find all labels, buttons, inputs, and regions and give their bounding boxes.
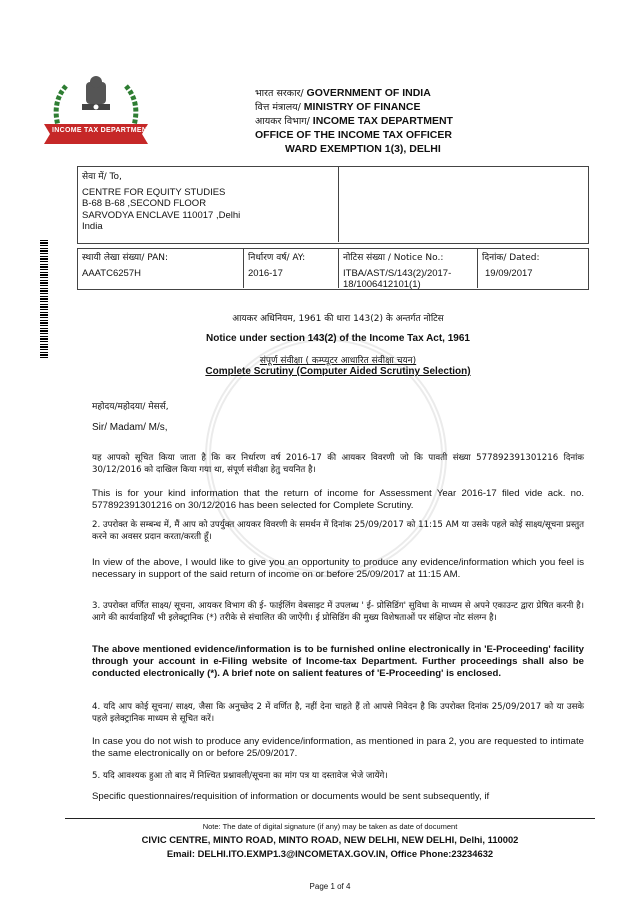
ay-value: 2016-17 — [248, 267, 283, 279]
scrutiny-title-hi: संपूर्ण संवीक्षा ( कम्प्यूटर आधारित संवीक्षा चयन) — [259, 356, 417, 366]
barcode — [40, 240, 48, 358]
para-1-hi: यह आपको सूचित किया जाता है कि कर निर्धारण वर्ष 2016-17 की आयकर विवरणी जो कि पावती संख्या 577892391301216 दिनांक 30/12/2016 को दाखिल किया गया था, संपूर्ण संवीक्षा हेतु चयनित है। — [92, 453, 584, 475]
addressee-line4: India — [82, 221, 103, 232]
notice-title-en: Notice under section 143(2) of the Income Tax Act, 1961 — [206, 333, 470, 344]
income-tax-logo — [36, 72, 156, 152]
header-ministry-en: MINISTRY OF FINANCE — [303, 101, 421, 113]
page-number: Page 1 of 4 — [309, 882, 351, 891]
pan-value: AAATC6257H — [82, 267, 141, 279]
header-line-dept — [255, 115, 453, 128]
pan-label: स्थायी लेखा संख्या/ PAN: — [82, 253, 169, 263]
notice-label: नोटिस संख्या / Notice No.: — [343, 253, 444, 263]
header-govt-hi: भारत सरकार/ — [255, 88, 304, 99]
para-4-en: In case you do not wish to produce any evidence/information, as mentioned in para 2, you are requested to intimate the same electronically on or before 25/09/2017. — [92, 736, 584, 759]
para-1-en: This is for your kind information that the return of income for Assessment Year 2016-17 filed vide ack. no. 577892391301216 on 30/12/2016 has been selected for Complete Scrutiny. — [92, 488, 584, 511]
footer-email: Email: DELHI.ITO.EXMP1.3@INCOMETAX.GOV.IN, Office Phone:23234632 — [166, 848, 494, 859]
para-2-hi: 2. उपरोक्त के सम्बन्ध में, मैं आप को उपर्युक्त आयकर विवरणी के समर्थन में दिनांक 25/09/2017 को 11:15 AM या उसके पहले कोई साक्ष्य/सूचना प्रस्तुत करने का अवसर प्रदान करता/करती हूँ। — [92, 520, 584, 542]
ay-label: निर्धारण वर्ष/ AY: — [248, 253, 306, 263]
pan-cell — [82, 253, 240, 279]
date-label: दिनांक/ Dated: — [482, 253, 540, 263]
header-office: OFFICE OF THE INCOME TAX OFFICER — [255, 129, 452, 141]
header-line-ministry — [255, 101, 420, 114]
header-ward: WARD EXEMPTION 1(3), DELHI — [285, 143, 441, 155]
para-5-hi: 5. यदि आवश्यक हुआ तो बाद में निश्चित प्रश्नावली/सूचना का मांग पत्र या दस्तावेज भेजे जायेंगे। — [92, 771, 388, 781]
para-5-en: Specific questionnaires/requisition of information or documents would be sent subsequently, if — [92, 791, 490, 802]
addressee-block — [82, 172, 332, 233]
addressee-line2: B-68 B-68 ,SECOND FLOOR — [82, 198, 207, 209]
salutation-en: Sir/ Madam/ M/s, — [92, 422, 168, 433]
header-line-govt — [255, 87, 431, 100]
notice-value-2: 18/1006412101(1) — [343, 279, 421, 290]
para-3-en: The above mentioned evidence/information is to be furnished online electronically in 'E-Proceeding' facility through your account in e-Filing website of Income-tax Department. Further proceedings shall also be conducted electronically (*). A brief note on salient features of 'E-Proceeding' is enclosed. — [92, 644, 584, 679]
para-3-hi: 3. उपरोक्त वर्णित साक्ष्य/ सूचना, आयकर विभाग की ई- फाईलिंग वेबसाइट में उपलब्ध ' ई- प्रोसिडिंग' सुविधा के माध्यम से अपने एकाउन्ट द्वारा प्रेषित करनी है। आगे की कार्यवाहियाँ भी इलेक्ट्रानिक (*) तरीके से संचालित की जाऐंगी। ई प्रोसिडिंग की मुख्य विशेषताओं पर संक्षिप्त नोट संलग्न है। — [92, 601, 584, 623]
header-dept-hi: आयकर विभाग/ — [255, 116, 310, 127]
header-ministry-hi: वित्त मंत्रालय/ — [255, 102, 301, 113]
footer-address: CIVIC CENTRE, MINTO ROAD, MINTO ROAD, NEW DELHI, NEW DELHI, Delhi, 110002 — [141, 834, 519, 845]
date-cell — [482, 253, 582, 279]
footer-rule — [65, 818, 595, 819]
notice-value-1: ITBA/AST/S/143(2)/2017- — [343, 267, 452, 279]
addressee-line3: SARVODYA ENCLAVE 110017 ,Delhi — [82, 209, 241, 221]
date-value: 19/09/2017 — [485, 267, 533, 279]
notice-cell — [343, 253, 475, 291]
salutation-hi: महोदय/महोदया/ मेसर्स, — [92, 402, 169, 412]
footer-note: Note: The date of digital signature (if any) may be taken as date of document — [202, 822, 458, 831]
header-govt-en: GOVERNMENT OF INDIA — [306, 87, 431, 99]
para-4-hi: 4. यदि आप कोई सूचना/ साक्ष्य, जैसा कि अनुच्छेद 2 में वर्णित है, नहीं देना चाहते हैं तो आपसे निवेदन है कि उपरोक्त दिनांक 25/09/2017 को या उसके पहले इलेक्ट्रानिक माध्यम से सूचित करें। — [92, 702, 584, 724]
ay-cell — [248, 253, 336, 279]
header-dept-en: INCOME TAX DEPARTMENT — [312, 115, 453, 127]
addressee-line1: CENTRE FOR EQUITY STUDIES — [82, 186, 226, 198]
para-2-en: In view of the above, I would like to give you an opportunity to produce any evidence/information which you feel is necessary in support of the said return of income on or before 25/09/2017 at 11:15 AM. — [92, 557, 584, 580]
logo-banner-text: INCOME TAX DEPARTMENT — [52, 127, 152, 134]
notice-title-hi: आयकर अधिनियम, 1961 की धारा 143(2) के अन्तर्गत नोटिस — [232, 314, 444, 324]
addressee-label: सेवा में/ To, — [82, 172, 122, 182]
scrutiny-title-en: Complete Scrutiny (Computer Aided Scrutiny Selection) — [205, 366, 471, 377]
